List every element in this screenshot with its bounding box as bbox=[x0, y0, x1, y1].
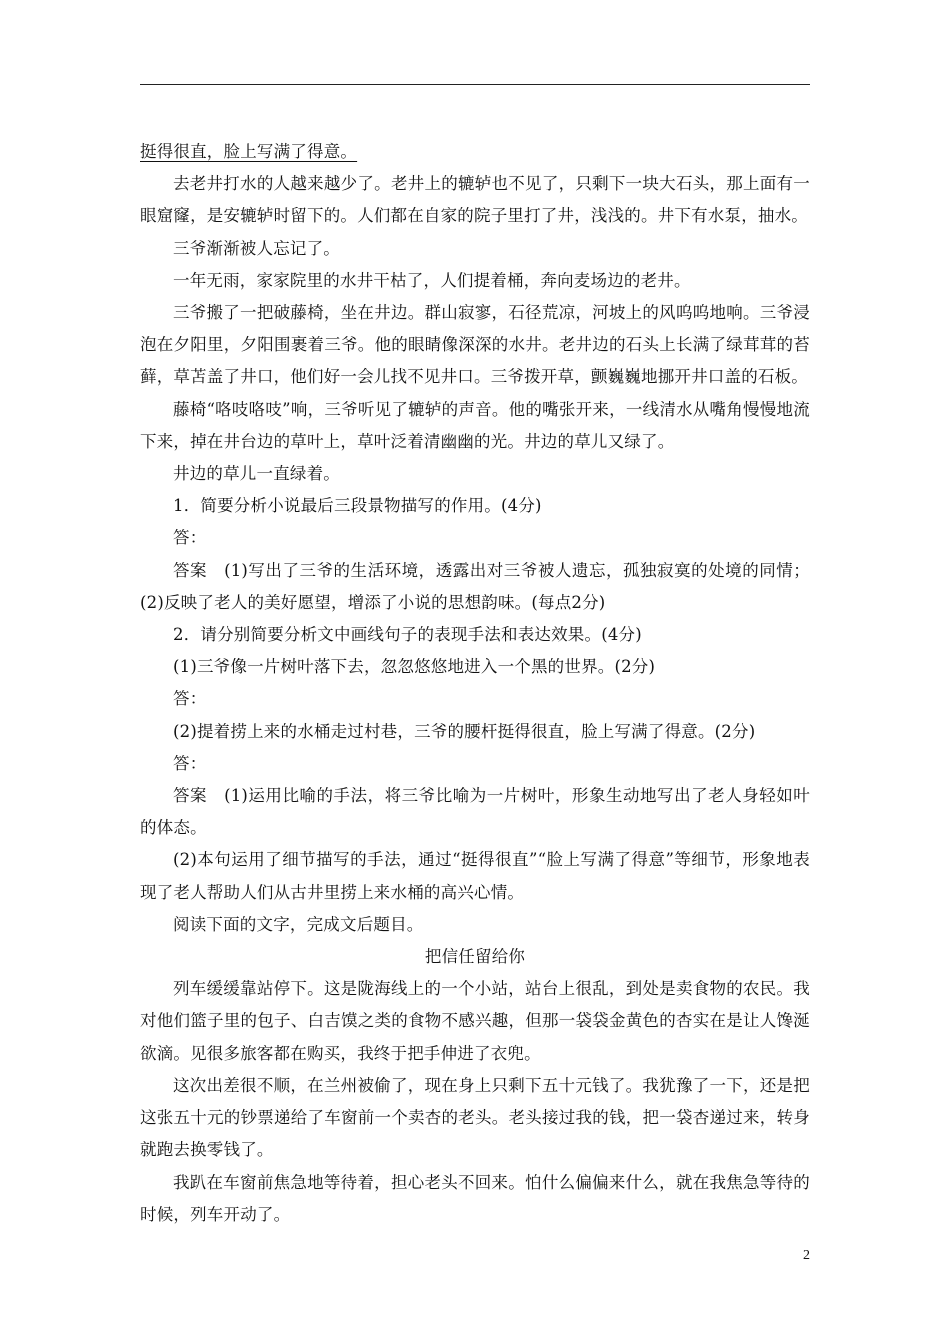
continued-line bbox=[140, 136, 810, 168]
answer-key-2-part-2: (2)本句运用了细节描写的手法，通过“挺得很直”“脸上写满了得意”等细节，形象地表现了老人帮助人们从古井里捞上来水桶的高兴心情。 bbox=[140, 850, 810, 902]
question-2-part-1: (1)三爷像一片树叶落下去，忽忽悠悠地进入一个黑的世界。(2分) bbox=[173, 657, 656, 677]
question-2: 2．请分别简要分析文中画线句子的表现手法和表达效果。(4分) bbox=[173, 625, 642, 645]
paragraph: 列车缓缓靠站停下。这是陇海线上的一个小站，站台上很乱，到处是卖食物的农民。我对他们篮子里的包子、白吉馍之类的食物不感兴趣，但那一袋袋金黄色的杏实在是让人馋涎欲滴。见很多旅客都在购买，我终于把手伸进了衣兜。 bbox=[140, 979, 810, 1063]
paragraph: 藤椅“咯吱咯吱”响，三爷听见了辘轳的声音。他的嘴张开来，一线清水从嘴角慢慢地流下来，掉在井台边的草叶上，草叶泛着清幽幽的光。井边的草儿又绿了。 bbox=[140, 399, 810, 451]
answer-key-2-part-1: 答案 (1)运用比喻的手法，将三爷比喻为一片树叶，形象生动地写出了老人身轻如叶的体态。 bbox=[140, 786, 810, 838]
question-1: 1．简要分析小说最后三段景物描写的作用。(4分) bbox=[173, 496, 542, 516]
paragraph: 一年无雨，家家院里的水井干枯了，人们提着桶，奔向麦场边的老井。 bbox=[173, 270, 691, 290]
paragraph: 三爷渐渐被人忘记了。 bbox=[173, 238, 340, 258]
page-number: 2 bbox=[803, 1248, 810, 1263]
paragraph: 井边的草儿一直绿着。 bbox=[173, 464, 340, 484]
answer-blank: 答： bbox=[173, 528, 207, 548]
header-rule bbox=[140, 84, 810, 85]
document-body bbox=[140, 136, 810, 1231]
answer-key-1: 答案 (1)写出了三爷的生活环境，透露出对三爷被人遗忘，孤独寂寞的处境的同情；(2)反映了老人的美好愿望，增添了小说的思想韵味。(每点2分) bbox=[140, 560, 810, 612]
paragraph: 我趴在车窗前焦急地等待着，担心老头不回来。怕什么偏偏来什么，就在我焦急等待的时候，列车开动了。 bbox=[140, 1172, 810, 1224]
underlined-sentence: 挺得很直，脸上写满了得意。 bbox=[140, 142, 358, 161]
paragraph: 这次出差很不顺，在兰州被偷了，现在身上只剩下五十元钱了。我犹豫了一下，还是把这张五十元的钞票递给了车窗前一个卖杏的老头。老头接过我的钱，把一袋杏递过来，转身就跑去换零钱了。 bbox=[140, 1075, 810, 1160]
answer-blank: 答： bbox=[173, 689, 207, 709]
answer-blank: 答： bbox=[173, 753, 207, 773]
reading-instruction: 阅读下面的文字，完成文后题目。 bbox=[173, 914, 424, 934]
paragraph: 去老井打水的人越来越少了。老井上的辘轳也不见了，只剩下一块大石头，那上面有一眼窟窿，是安辘轳时留下的。人们都在自家的院子里打了井，浅浅的。井下有水泵，抽水。 bbox=[140, 174, 810, 226]
question-2-part-2: (2)提着捞上来的水桶走过村巷，三爷的腰杆挺得很直，脸上写满了得意。(2分) bbox=[173, 721, 756, 741]
article-title: 把信任留给你 bbox=[424, 947, 526, 967]
paragraph: 三爷搬了一把破藤椅，坐在井边。群山寂寥，石径荒凉，河坡上的风呜呜地响。三爷浸泡在夕阳里，夕阳围裹着三爷。他的眼睛像深深的水井。老井边的石头上长满了绿茸茸的苔藓，草苫盖了井口，他们好一会儿找不见井口。三爷拨开草，颤巍巍地挪开井口盖的石板。 bbox=[140, 303, 810, 387]
